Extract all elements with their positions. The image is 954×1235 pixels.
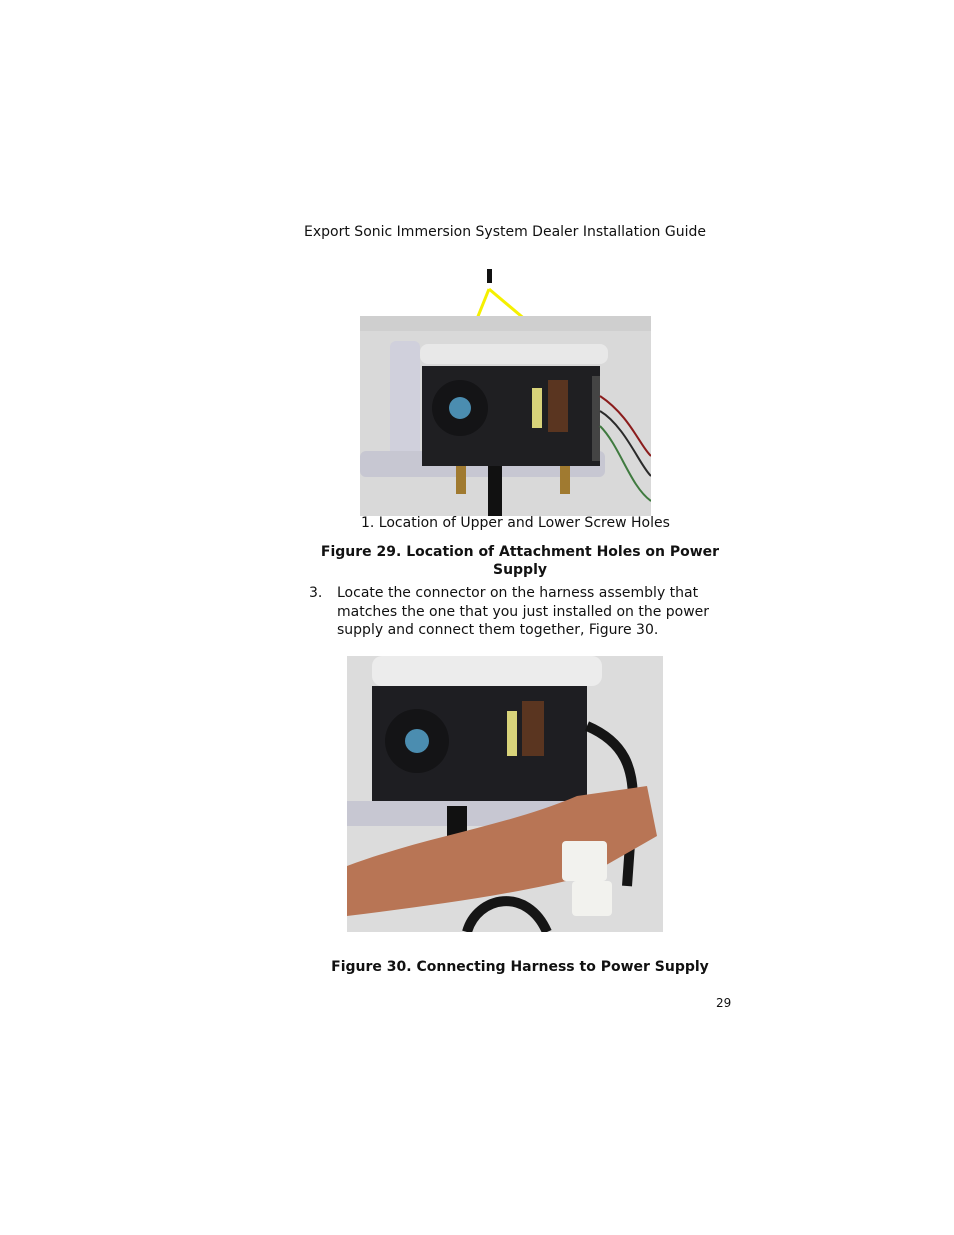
figure-30-caption: Figure 30. Connecting Harness to Power Supply: [331, 959, 709, 975]
callout-marker-1: [487, 269, 492, 283]
figure-30-photo: [347, 656, 663, 932]
document-header: Export Sonic Immersion System Dealer Installation Guide: [304, 224, 706, 240]
step-number: 3.: [309, 585, 323, 601]
step-text: Locate the connector on the harness assembly that matches the one that you just installed on the power supply and connect them together, Figure 30.: [337, 585, 710, 638]
figure-29-legend: 1. Location of Upper and Lower Screw Holes: [361, 515, 670, 531]
figure-29-caption: Figure 29. Location of Attachment Holes on Power Supply: [320, 544, 720, 578]
page-number: 29: [716, 996, 732, 1010]
figure-29-photo: [360, 316, 651, 516]
